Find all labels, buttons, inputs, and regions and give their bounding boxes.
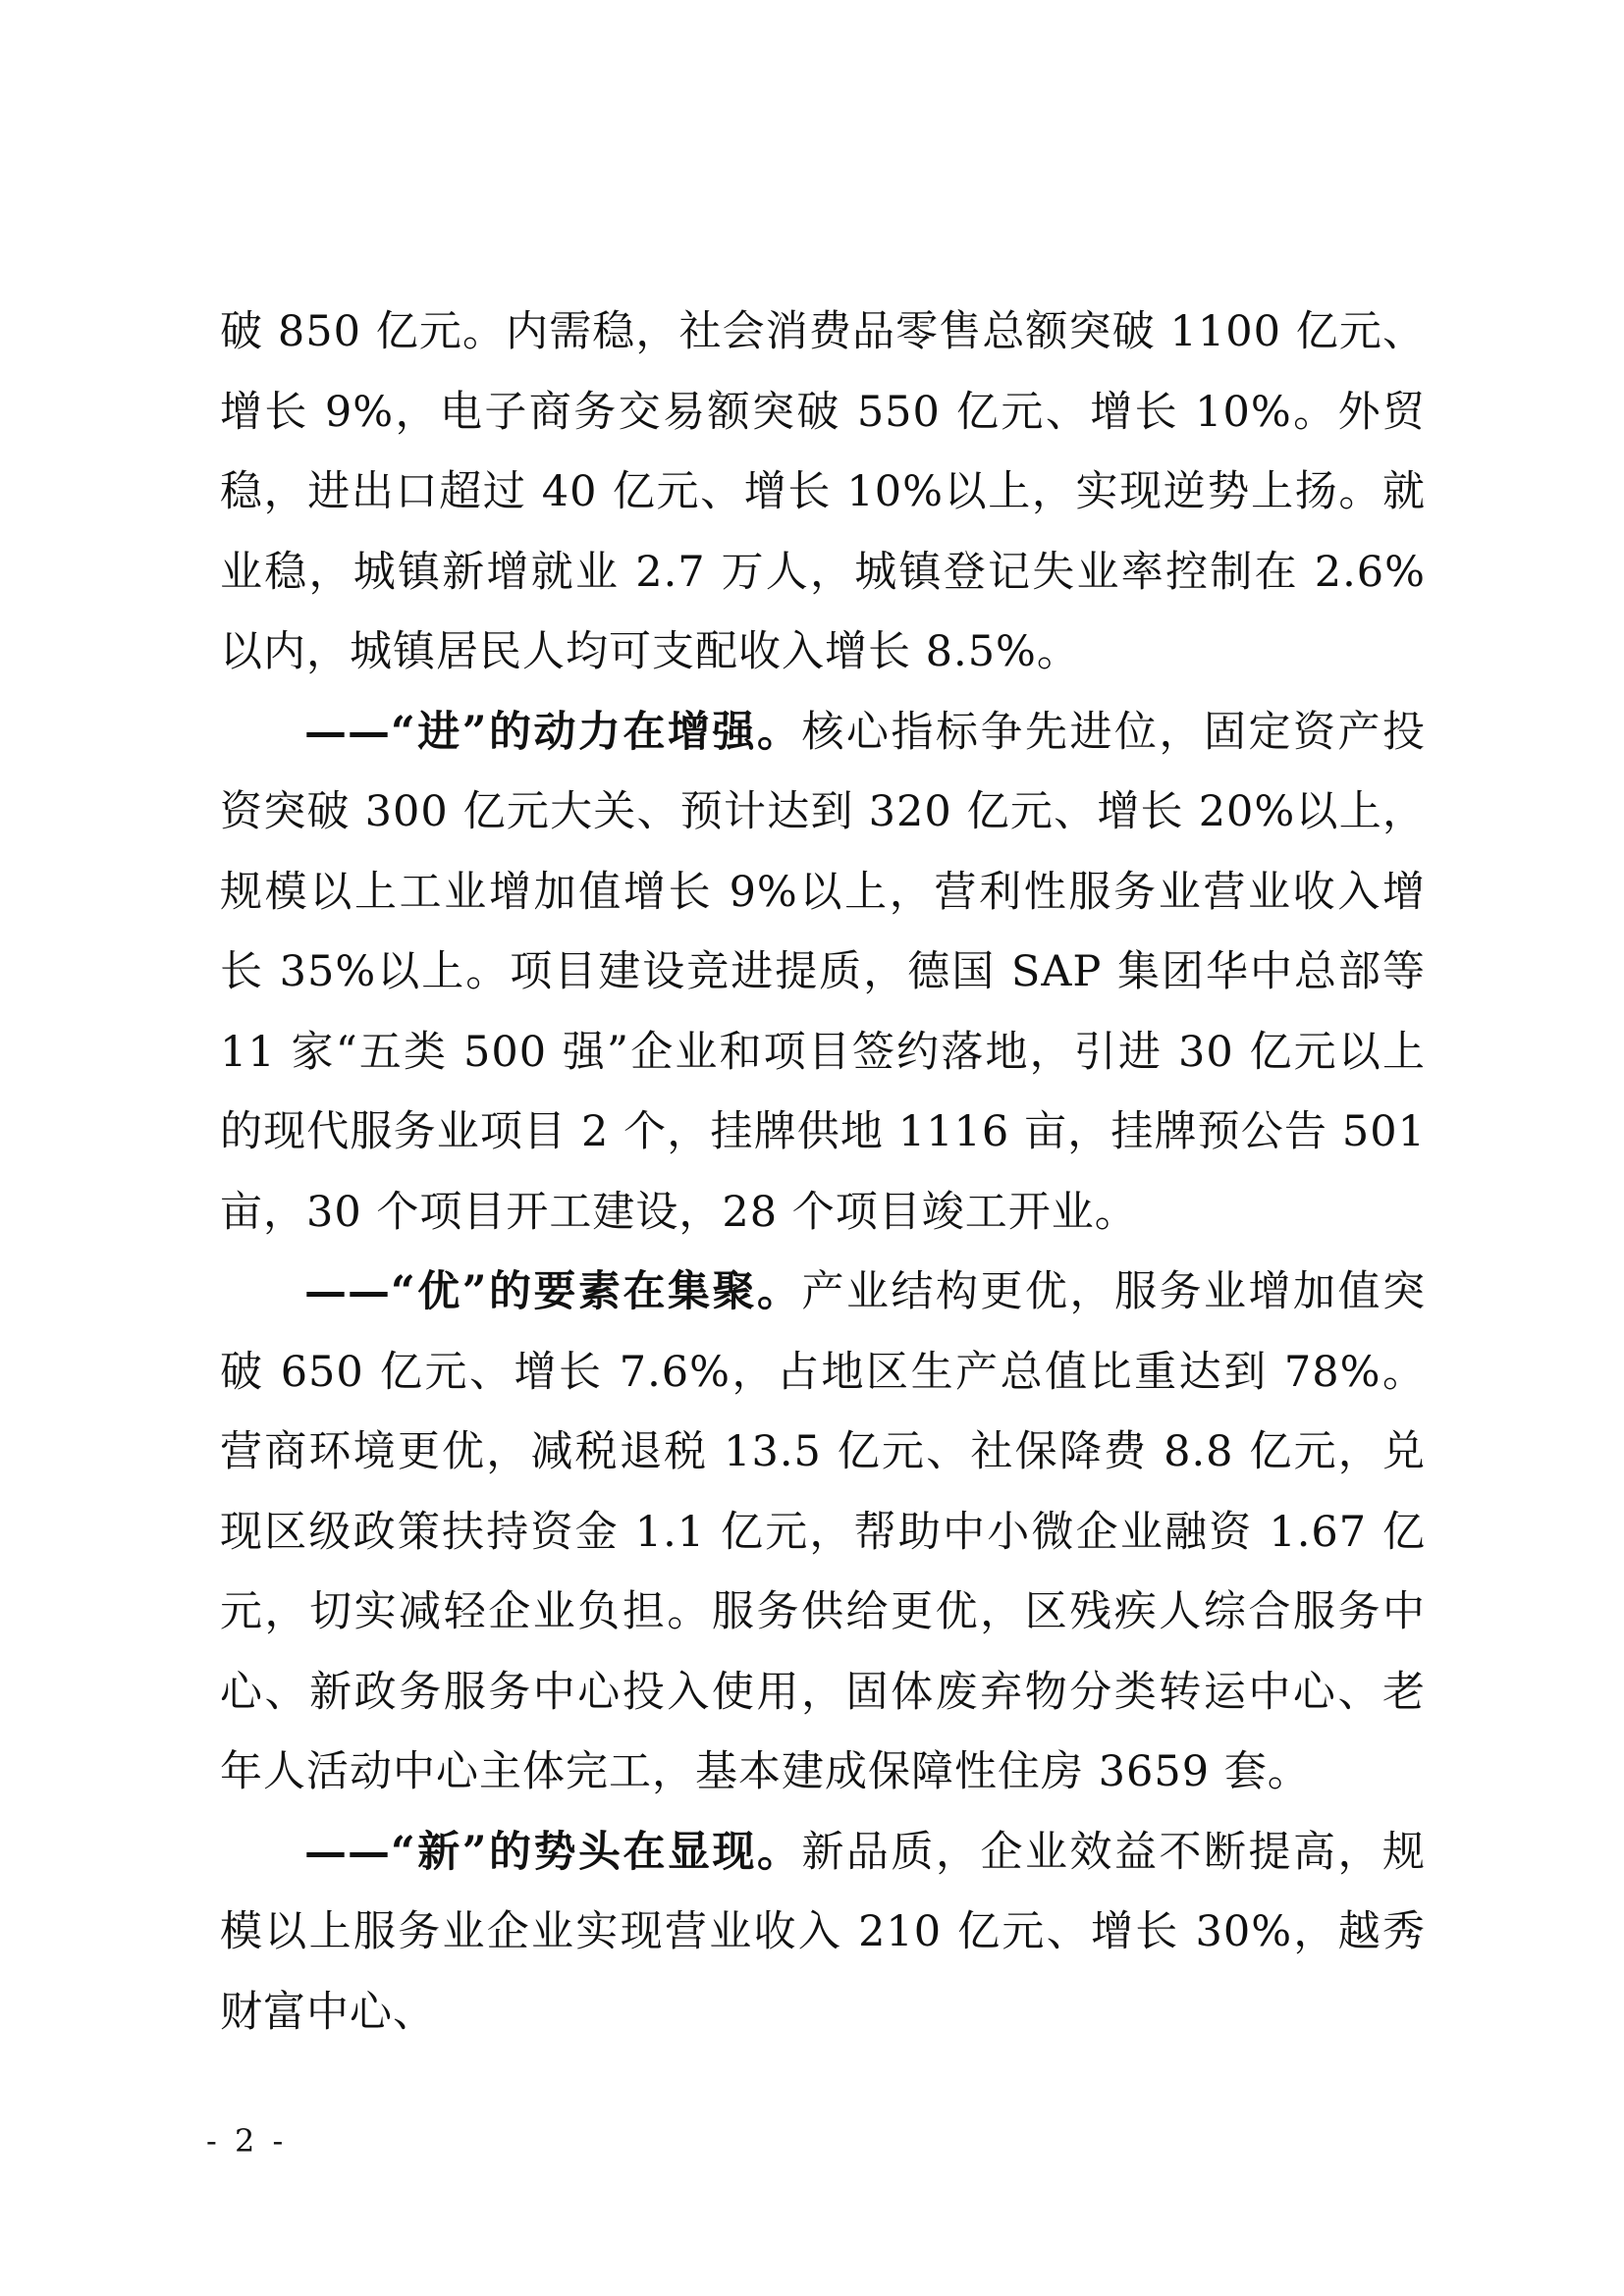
section-heading-jin: ——“进”的动力在增强。 [304,707,802,757]
paragraph-new-trends [220,1813,1426,2054]
section-heading-xin: ——“新”的势头在显现。 [304,1827,802,1877]
paragraph-economic-stability [220,293,1426,693]
paragraph-text: 产业结构更优，服务业增加值突破 650 亿元、增长 7.6%，占地区生产总值比重达到 78%。营商环境更优，减税退税 13.5 亿元、社保降费 8.8 亿元，兑现区级政策扶持资金 1.1 亿元，帮助中小微企业融资 1.67 亿元，切实减轻企业负担。服务供给更优，区残疾人综合服务中心、新政务服务中心投入使用，固体废弃物分类转运中心、老年人活动中心主体完工，基本建成保障性住房 3659 套。 [220,1267,1427,1796]
paragraph-text: 破 850 亿元。内需稳，社会消费品零售总额突破 1100 亿元、增长 9%，电子商务交易额突破 550 亿元、增长 10%。外贸稳，进出口超过 40 亿元、增长 10%以上，实现逆势上扬。就业稳，城镇新增就业 2.7 万人，城镇登记失业率控制在 2.6%以内，城镇居民人均可支配收入增长 8.5%。 [220,307,1426,676]
paragraph-text: 核心指标争先进位，固定资产投资突破 300 亿元大关、预计达到 320 亿元、增长 20%以上，规模以上工业增加值增长 9%以上，营利性服务业营业收入增长 35%以上。项目建设竞进提质，德国 SAP 集团华中总部等 11 家“五类 500 强”企业和项目签约落地，引进 30 亿元以上的现代服务业项目 2 个，挂牌供地 1116 亩，挂牌预公告 501 亩，30 个项目开工建设，28 个项目竣工开业。 [220,707,1427,1237]
paragraph-growth-momentum [220,693,1426,1254]
page-number: - 2 - [206,2122,288,2160]
section-heading-you: ——“优”的要素在集聚。 [304,1267,802,1316]
paragraph-factor-optimization [220,1253,1426,1813]
document-body [220,293,1426,2053]
paragraph-text: 新品质，企业效益不断提高，规模以上服务业企业实现营业收入 210 亿元、增长 30%，越秀财富中心、 [220,1827,1427,2037]
